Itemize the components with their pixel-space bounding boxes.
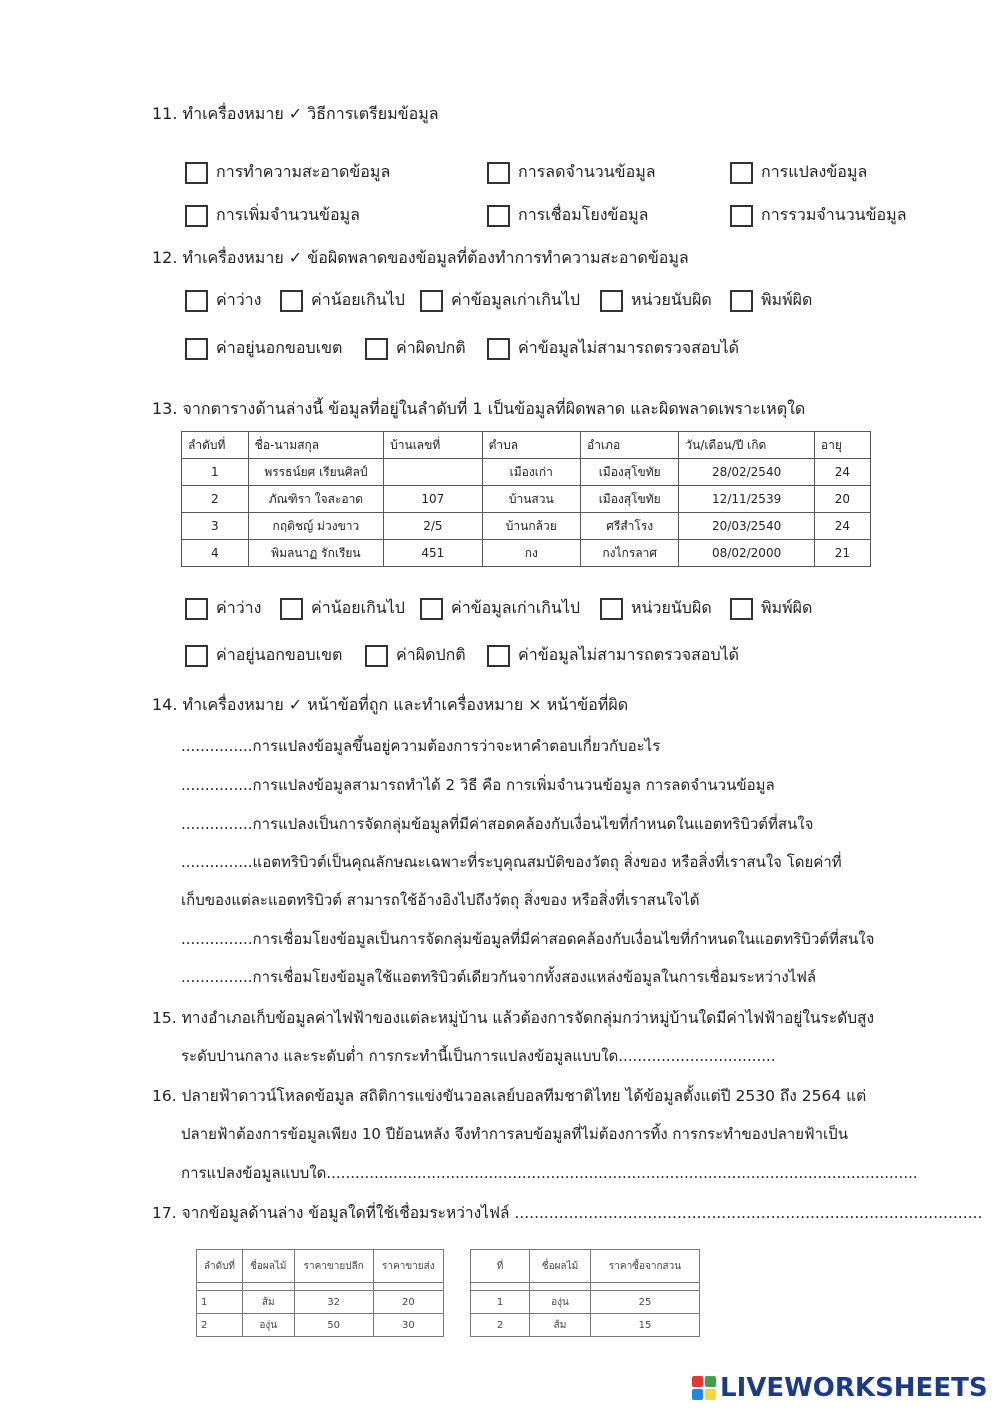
logo-icon [692, 1376, 716, 1400]
table-cell [384, 459, 482, 486]
table-cell: เมืองสุโขทัย [580, 459, 678, 486]
column-header: ที่ [471, 1250, 530, 1283]
q13-option[interactable] [280, 596, 405, 621]
column-header: ราคาซื้อจากสวน [590, 1250, 699, 1283]
option-label: การเชื่อมโยงข้อมูล [518, 205, 649, 224]
brand-name: LIVEWORKSHEETS [720, 1373, 988, 1403]
question-12-title: 12. ทำเครื่องหมาย ✓ ข้อผิดพลาดของข้อมูลที่ต้องทำการทำความสะอาดข้อมูล [152, 248, 689, 267]
q14-statement[interactable]: ...............การเชื่อมโยงข้อมูลเป็นการจัดกลุ่มข้อมูลที่มีค่าสอดคล้องกับเงื่อนไขที่กำหนดในแอตทริบิวต์ที่สนใจ [181, 930, 875, 948]
table-cell: ภัณฑิรา ใจสะอาด [248, 486, 383, 513]
spacer-row [197, 1283, 444, 1291]
table-cell: พรรธน์ยศ เรียนศิลป์ [248, 459, 383, 486]
table-cell: 2 [471, 1314, 530, 1337]
column-header: ชื่อผลไม้ [530, 1250, 591, 1283]
q14-statement[interactable]: ...............การเชื่อมโยงข้อมูลใช้แอตทริบิวต์เดียวกันจากทั้งสองแหล่งข้อมูลในการเชื่อมระหว่างไฟล์ [181, 968, 817, 986]
q11-option-increase[interactable] [185, 203, 360, 228]
q12-option[interactable] [185, 288, 261, 313]
table-cell: 15 [590, 1314, 699, 1337]
checkbox[interactable] [730, 290, 753, 312]
q11-option-aggregate[interactable] [730, 203, 907, 228]
table-cell: พิมลนาฏ รักเรียน [248, 540, 383, 567]
checkbox[interactable] [487, 338, 510, 360]
checkbox[interactable] [730, 162, 753, 184]
table-cell: กฤติชญ์ ม่วงขาว [248, 513, 383, 540]
option-label: ค่าผิดปกติ [396, 645, 466, 664]
q14-statement-continued: เก็บของแต่ละแอตทริบิวต์ สามารถใช้อ้างอิงไปถึงวัตถุ สิ่งของ หรือสิ่งที่เราสนใจได้ [181, 891, 700, 909]
checkbox[interactable] [600, 290, 623, 312]
column-header: ราคาขายปลีก [294, 1250, 373, 1283]
option-label: ค่าข้อมูลไม่สามารถตรวจสอบได้ [518, 338, 740, 357]
table-cell: 20/03/2540 [679, 513, 814, 540]
table-cell: 20 [814, 486, 870, 513]
question-15-line-2[interactable]: ระดับปานกลาง และระดับต่ำ การกระทำนี้เป็นการแปลงข้อมูลแบบใด................................. [181, 1047, 776, 1065]
q14-statement[interactable]: ...............แอตทริบิวต์เป็นคุณลักษณะเฉพาะที่ระบุคุณสมบัติของวัตถุ สิ่งของ หรือสิ่งที่เราสนใจ โดยค่าที่ [181, 853, 842, 871]
q11-option-reduction[interactable] [487, 160, 656, 185]
option-label: ค่าว่าง [216, 598, 262, 617]
checkbox[interactable] [185, 645, 208, 667]
table-cell: 12/11/2539 [679, 486, 814, 513]
table-cell: 08/02/2000 [679, 540, 814, 567]
table-header-row [182, 432, 871, 459]
q11-option-cleaning[interactable] [185, 160, 390, 185]
checkbox[interactable] [280, 290, 303, 312]
q13-option[interactable] [420, 596, 580, 621]
table-row [182, 540, 871, 567]
table-cell: ศรีสำโรง [580, 513, 678, 540]
table-cell: 50 [294, 1314, 373, 1337]
table-cell: 32 [294, 1291, 373, 1314]
checkbox[interactable] [730, 598, 753, 620]
table-row [182, 486, 871, 513]
q13-option[interactable] [185, 643, 342, 668]
option-label: หน่วยนับผิด [631, 290, 712, 309]
question-17-title[interactable]: 17. จากข้อมูลด้านล่าง ข้อมูลใดที่ใช้เชื่อมระหว่างไฟล์ ............................................................................................... [152, 1204, 983, 1222]
column-header: ลำดับที่ [197, 1250, 243, 1283]
option-label: ค่าอยู่นอกขอบเขต [216, 338, 343, 357]
liveworksheets-logo [692, 1373, 988, 1403]
q12-option[interactable] [487, 336, 739, 361]
table-cell: บ้านสวน [482, 486, 580, 513]
checkbox[interactable] [185, 598, 208, 620]
checkbox[interactable] [365, 338, 388, 360]
question-13-title: 13. จากตารางด้านล่างนี้ ข้อมูลที่อยู่ในลำดับที่ 1 เป็นข้อมูลที่ผิดพลาด และผิดพลาดเพราะเหตุใด [152, 399, 806, 418]
question-16-line-3[interactable]: การแปลงข้อมูลแบบใด............................................................................................................................ [181, 1164, 918, 1182]
table-row [471, 1314, 700, 1337]
table-cell: 25 [590, 1291, 699, 1314]
option-label: การลดจำนวนข้อมูล [518, 162, 656, 181]
column-header: ราคาขายส่ง [373, 1250, 443, 1283]
checkbox[interactable] [185, 338, 208, 360]
table-cell: กง [482, 540, 580, 567]
table-cell: ส้ม [530, 1314, 591, 1337]
orchard-price-table [470, 1249, 700, 1337]
q11-option-integration[interactable] [487, 203, 648, 228]
q12-option[interactable] [420, 288, 580, 313]
question-16-line-1: 16. ปลายฟ้าดาวน์โหลดข้อมูล สถิติการแข่งขันวอลเลย์บอลทีมชาติไทย ได้ข้อมูลตั้งแต่ปี 2530 ถึง 2564 แต่ [152, 1087, 867, 1105]
table-cell: 2 [182, 486, 249, 513]
q11-option-transform[interactable] [730, 160, 867, 185]
table-cell: บ้านกล้วย [482, 513, 580, 540]
table-cell: องุ่น [242, 1314, 294, 1337]
option-label: พิมพ์ผิด [761, 290, 813, 309]
option-label: หน่วยนับผิด [631, 598, 712, 617]
column-header: อายุ [814, 432, 870, 459]
table-row [182, 459, 871, 486]
option-label: ค่าน้อยเกินไป [311, 598, 405, 617]
option-label: การรวมจำนวนข้อมูล [761, 205, 907, 224]
q14-statement[interactable]: ...............การแปลงข้อมูลขึ้นอยู่ความต้องการว่าจะหาคำตอบเกี่ยวกับอะไร [181, 737, 661, 755]
checkbox[interactable] [185, 162, 208, 184]
fruit-price-table [196, 1249, 444, 1337]
table-row [197, 1291, 444, 1314]
q13-option[interactable] [365, 643, 466, 668]
table-cell: 2/5 [384, 513, 482, 540]
table-row [197, 1314, 444, 1337]
checkbox[interactable] [487, 162, 510, 184]
q13-option[interactable] [600, 596, 712, 621]
question-15-line-1: 15. ทางอำเภอเก็บข้อมูลค่าไฟฟ้าของแต่ละหมู่บ้าน แล้วต้องการจัดกลุ่มกว่าหมู่บ้านใดมีค่าไฟฟ้าอยู่ในระดับสูง [152, 1009, 875, 1027]
checkbox[interactable] [280, 598, 303, 620]
table-row [182, 513, 871, 540]
table-cell: 1 [182, 459, 249, 486]
table-cell: 20 [373, 1291, 443, 1314]
option-label: พิมพ์ผิด [761, 598, 813, 617]
table-cell: 1 [197, 1291, 243, 1314]
table-cell: กงไกรลาศ [580, 540, 678, 567]
option-label: ค่าข้อมูลไม่สามารถตรวจสอบได้ [518, 645, 740, 664]
table-cell: 3 [182, 513, 249, 540]
spacer-row [471, 1283, 700, 1291]
table-cell: 1 [471, 1291, 530, 1314]
checkbox[interactable] [185, 205, 208, 227]
column-header: ชื่อผลไม้ [242, 1250, 294, 1283]
table-cell: 24 [814, 513, 870, 540]
table-cell: 24 [814, 459, 870, 486]
table-cell: 30 [373, 1314, 443, 1337]
table-cell: 107 [384, 486, 482, 513]
checkbox[interactable] [365, 645, 388, 667]
q13-option[interactable] [487, 643, 739, 668]
q12-option[interactable] [600, 288, 712, 313]
option-label: การแปลงข้อมูล [761, 162, 868, 181]
column-header: อำเภอ [580, 432, 678, 459]
table-cell: 28/02/2540 [679, 459, 814, 486]
option-label: ค่าผิดปกติ [396, 338, 466, 357]
table-cell: 2 [197, 1314, 243, 1337]
question-14-title: 14. ทำเครื่องหมาย ✓ หน้าข้อที่ถูก และทำเครื่องหมาย × หน้าข้อที่ผิด [152, 695, 629, 714]
q14-statement[interactable]: ...............การแปลงข้อมูลสามารถทำได้ 2 วิธี คือ การเพิ่มจำนวนข้อมูล การลดจำนวนข้อมูล [181, 776, 775, 794]
checkbox[interactable] [487, 205, 510, 227]
q12-option[interactable] [365, 336, 466, 361]
option-label: ค่าข้อมูลเก่าเกินไป [451, 598, 581, 617]
checkbox[interactable] [185, 290, 208, 312]
table-cell: เมืองเก่า [482, 459, 580, 486]
checkbox[interactable] [600, 598, 623, 620]
checkbox[interactable] [730, 205, 753, 227]
table-cell: 21 [814, 540, 870, 567]
table-cell: ส้ม [242, 1291, 294, 1314]
table-cell: 451 [384, 540, 482, 567]
question-16-line-2: ปลายฟ้าต้องการข้อมูลเพียง 10 ปีย้อนหลัง จึงทำการลบข้อมูลที่ไม่ต้องการทิ้ง การกระทำของปลายฟ้าเป็น [181, 1125, 848, 1143]
q14-statement[interactable]: ...............การแปลงเป็นการจัดกลุ่มข้อมูลที่มีค่าสอดคล้องกับเงื่อนไขที่กำหนดในแอตทริบิวต์ที่สนใจ [181, 815, 814, 833]
question-11-title: 11. ทำเครื่องหมาย ✓ วิธีการเตรียมข้อมูล [152, 104, 439, 123]
column-header: บ้านเลขที่ [384, 432, 482, 459]
option-label: การทำความสะอาดข้อมูล [216, 162, 391, 181]
student-table [181, 431, 871, 567]
q13-option[interactable] [730, 596, 812, 621]
option-label: ค่าว่าง [216, 290, 262, 309]
q12-option[interactable] [185, 336, 342, 361]
q13-option[interactable] [185, 596, 261, 621]
table-header-row [197, 1250, 444, 1283]
table-cell: 4 [182, 540, 249, 567]
q12-option[interactable] [280, 288, 405, 313]
q12-option[interactable] [730, 288, 812, 313]
option-label: ค่าข้อมูลเก่าเกินไป [451, 290, 581, 309]
option-label: ค่าอยู่นอกขอบเขต [216, 645, 343, 664]
checkbox[interactable] [420, 598, 443, 620]
table-header-row [471, 1250, 700, 1283]
column-header: ชื่อ-นามสกุล [248, 432, 383, 459]
option-label: การเพิ่มจำนวนข้อมูล [216, 205, 360, 224]
option-label: ค่าน้อยเกินไป [311, 290, 405, 309]
column-header: วัน/เดือน/ปี เกิด [679, 432, 814, 459]
checkbox[interactable] [487, 645, 510, 667]
table-cell: เมืองสุโขทัย [580, 486, 678, 513]
column-header: ตำบล [482, 432, 580, 459]
checkbox[interactable] [420, 290, 443, 312]
table-row [471, 1291, 700, 1314]
column-header: ลำดับที่ [182, 432, 249, 459]
table-cell: องุ่น [530, 1291, 591, 1314]
